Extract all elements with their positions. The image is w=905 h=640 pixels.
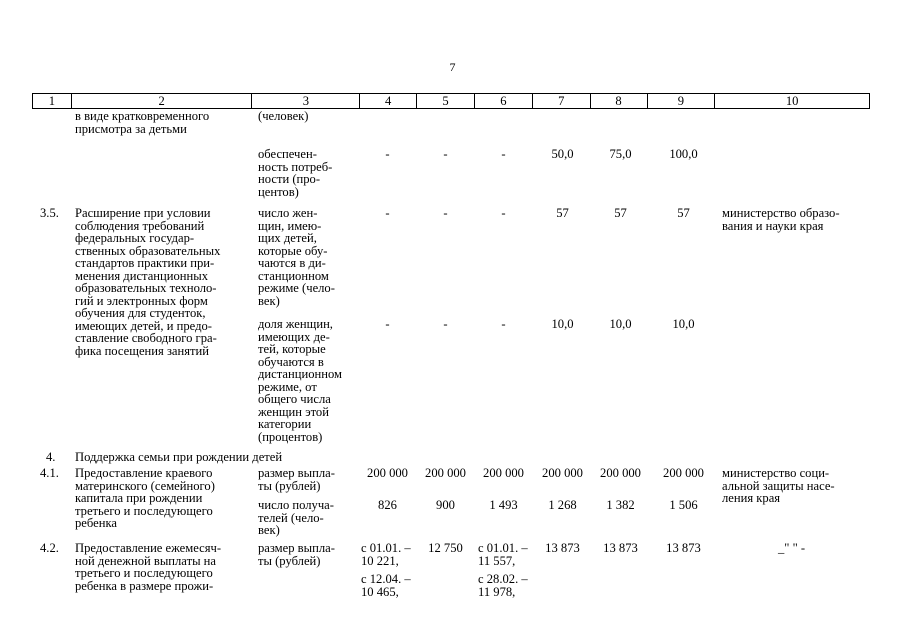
row-3-5-number: 3.5.	[40, 206, 59, 220]
table-header	[32, 93, 870, 109]
row-4-1-indicator-a: размер выпла- ты (рублей)	[258, 466, 335, 493]
header-col-5: 5	[417, 94, 475, 108]
row-4-1-a-col7: 200 000	[542, 466, 583, 480]
header-col-2: 2	[72, 94, 253, 108]
row-4-1-b-col6: 1 493	[489, 498, 518, 512]
page-number: 7	[449, 60, 456, 74]
row-4-1-b-col5: 900	[436, 498, 455, 512]
row-4-1-a-col5: 200 000	[425, 466, 466, 480]
row-cont-col9: 100,0	[669, 147, 698, 161]
row-4-2-indicator: размер выпла- ты (рублей)	[258, 541, 335, 568]
row-cont-indicator: обеспечен- ность потреб- ности (про- центов)	[258, 147, 333, 199]
header-col-10: 10	[785, 94, 799, 108]
row-cont-col7: 50,0	[551, 147, 574, 161]
row-3-5-b-col4: -	[385, 317, 390, 331]
row-4-1-b-col4: 826	[378, 498, 397, 512]
section-4-title: Поддержка семьи при рождении детей	[75, 450, 283, 464]
row-4-2-col6-a: с 01.01. – 11 557,	[478, 541, 528, 568]
row-4-1-b-col8: 1 382	[606, 498, 635, 512]
row-3-5-b-col9: 10,0	[672, 317, 695, 331]
row-3-5-b-col8: 10,0	[609, 317, 632, 331]
row-3-5-a-col9: 57	[677, 206, 690, 220]
row-4-1-name: Предоставление краевого материнского (семейного) капитала при рождении третьего и последующего ребенка	[75, 466, 215, 530]
row-3-5-name: Расширение при условии соблюдения требований федеральных государ- ственных образовательных стандартов практики при- менения дистанционных образовательных техноло- гий и электронных форм обучения для студенток, имеющих детей, и предо- ставление свободного гра- фика посещения занятий	[75, 206, 221, 358]
header-col-9: 9	[648, 94, 716, 108]
row-3-5-b-col5: -	[443, 317, 448, 331]
row-4-1-b-col7: 1 268	[548, 498, 577, 512]
row-4-1-executor: министерство соци- альной защиты насе- ления края	[722, 466, 835, 505]
row-3-5-executor: министерство образо- вания и науки края	[722, 206, 840, 233]
section-4-number: 4.	[46, 450, 56, 464]
row-cont-name: в виде кратковременного присмотра за детьми	[75, 109, 210, 136]
row-4-1-a-col6: 200 000	[483, 466, 524, 480]
row-4-1-number: 4.1.	[40, 466, 59, 480]
row-4-2-col5: 12 750	[428, 541, 463, 555]
row-4-2-col6-b: с 28.02. – 11 978,	[478, 572, 528, 599]
row-3-5-a-col7: 57	[556, 206, 569, 220]
row-3-5-a-col5: -	[443, 206, 448, 220]
row-4-2-col4-b: с 12.04. – 10 465,	[361, 572, 411, 599]
row-3-5-indicator-b: доля женщин, имеющих де- тей, которые обучаются в дистанционном режиме, от общего числа женщин этой категории (процентов)	[258, 317, 343, 444]
row-3-5-a-col6: -	[501, 206, 506, 220]
header-col-1: 1	[33, 94, 72, 108]
row-4-2-executor: _" " -	[778, 541, 806, 555]
row-cont-col6: -	[501, 147, 506, 161]
row-4-1-a-col9: 200 000	[663, 466, 704, 480]
row-3-5-a-col8: 57	[614, 206, 627, 220]
row-4-2-number: 4.2.	[40, 541, 59, 555]
header-col-7: 7	[533, 94, 591, 108]
row-4-1-indicator-b: число получа- телей (чело- век)	[258, 498, 334, 537]
row-4-2-col9: 13 873	[666, 541, 701, 555]
row-3-5-indicator-a: число жен- щин, имею- щих детей, которые обу- чаются в ди- станционном режиме (чело- век)	[258, 206, 335, 308]
header-col-6: 6	[475, 94, 533, 108]
row-4-1-a-col8: 200 000	[600, 466, 641, 480]
row-4-1-b-col9: 1 506	[669, 498, 698, 512]
row-4-1-a-col4: 200 000	[367, 466, 408, 480]
row-3-5-a-col4: -	[385, 206, 390, 220]
row-4-2-col7: 13 873	[545, 541, 580, 555]
row-cont-unit: (человек)	[258, 109, 309, 123]
row-4-2-col8: 13 873	[603, 541, 638, 555]
row-4-2-name: Предоставление ежемесяч- ной денежной выплаты на третьего и последующего ребенка в размере прожи-	[75, 541, 222, 593]
row-4-2-col4-a: с 01.01. – 10 221,	[361, 541, 411, 568]
row-3-5-b-col6: -	[501, 317, 506, 331]
row-cont-col8: 75,0	[609, 147, 632, 161]
header-col-3: 3	[252, 94, 360, 108]
row-cont-col4: -	[385, 147, 390, 161]
row-3-5-b-col7: 10,0	[551, 317, 574, 331]
header-col-4: 4	[360, 94, 417, 108]
row-cont-col5: -	[443, 147, 448, 161]
header-col-8: 8	[591, 94, 648, 108]
